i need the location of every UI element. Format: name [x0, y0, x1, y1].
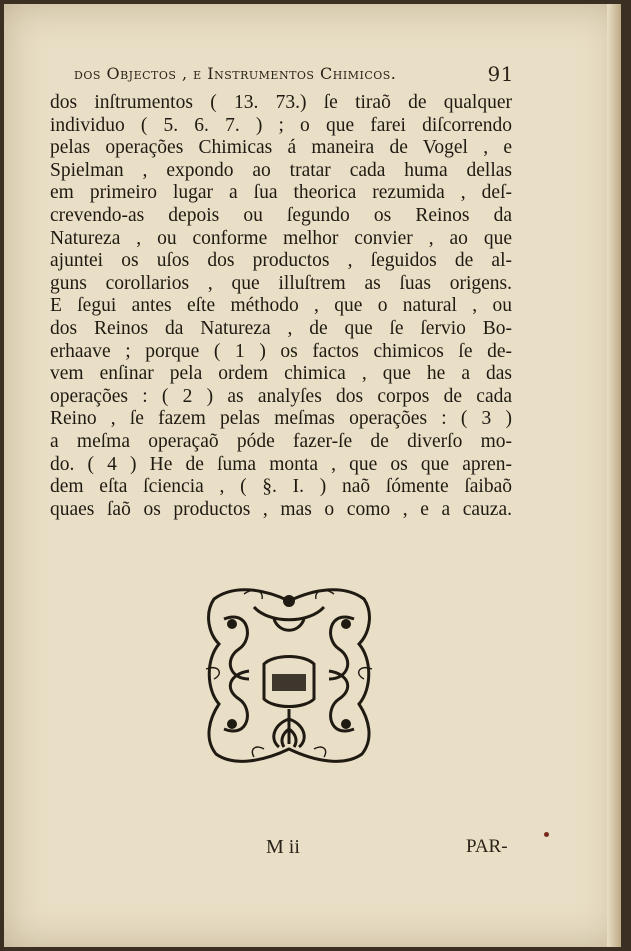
text-line: erhaave ; porque ( 1 ) os factos chimicos ſe de-	[50, 340, 512, 362]
page-gutter-shadow	[607, 4, 621, 947]
text-line: crevendo-as depois ou ſegundo os Reinos da	[50, 204, 512, 226]
text-line: dos Reinos da Natureza , de que ſe ſervio Bo-	[50, 317, 512, 339]
text-line: pelas operações Chimicas á maneira de Vogel , e	[50, 137, 512, 159]
signature-mark: M ii	[266, 836, 300, 858]
running-title: dos Objectos , e Instrumentos Chimicos.	[74, 64, 397, 83]
text-line: em primeiro lugar a ſua theorica rezumida , deſ-	[50, 182, 512, 204]
text-line: Reino , ſe fazem pelas meſmas operações : ( 3 )	[50, 408, 512, 430]
text-line: E ſegui antes eſte méthodo , que o natural , ou	[50, 295, 512, 317]
text-line: guns corollarios , que illuſtrem as ſuas origens.	[50, 272, 512, 294]
text-line: ajuntei os uſos dos productos , ſeguidos de al-	[50, 250, 512, 272]
text-line: do. ( 4 ) He de ſuma monta , que os que apren-	[50, 453, 512, 475]
text-line: Natureza , ou conforme melhor convier , ao que	[50, 227, 512, 249]
page-number: 91	[487, 62, 514, 86]
text-line: operações : ( 2 ) as analyſes dos corpos de cada	[50, 385, 512, 407]
body-paragraph	[50, 92, 512, 521]
catchword: PAR-	[466, 836, 508, 857]
text-line: dem eſta ſciencia , ( §. I. ) naõ ſómente ſaibaõ	[50, 476, 512, 498]
running-header	[74, 64, 514, 90]
decorative-tailpiece-ornament	[194, 579, 384, 769]
text-line: a meſma operaçaõ póde fazer-ſe de diverſo mo-	[50, 430, 512, 452]
text-line: Spielman , expondo ao tratar cada huma dellas	[50, 159, 512, 181]
text-line: quaes ſaõ os productos , mas o como , e a cauza.	[50, 498, 512, 520]
text-line: dos inſtrumentos ( 13. 73.) ſe tiraõ de qualquer	[50, 92, 512, 113]
book-page	[4, 4, 621, 947]
text-line: individuo ( 5. 6. 7. ) ; o que farei diſcorrendo	[50, 114, 512, 136]
foxing-spot	[544, 832, 549, 837]
text-line: vem enſinar pela ordem chimica , que he a das	[50, 363, 512, 385]
